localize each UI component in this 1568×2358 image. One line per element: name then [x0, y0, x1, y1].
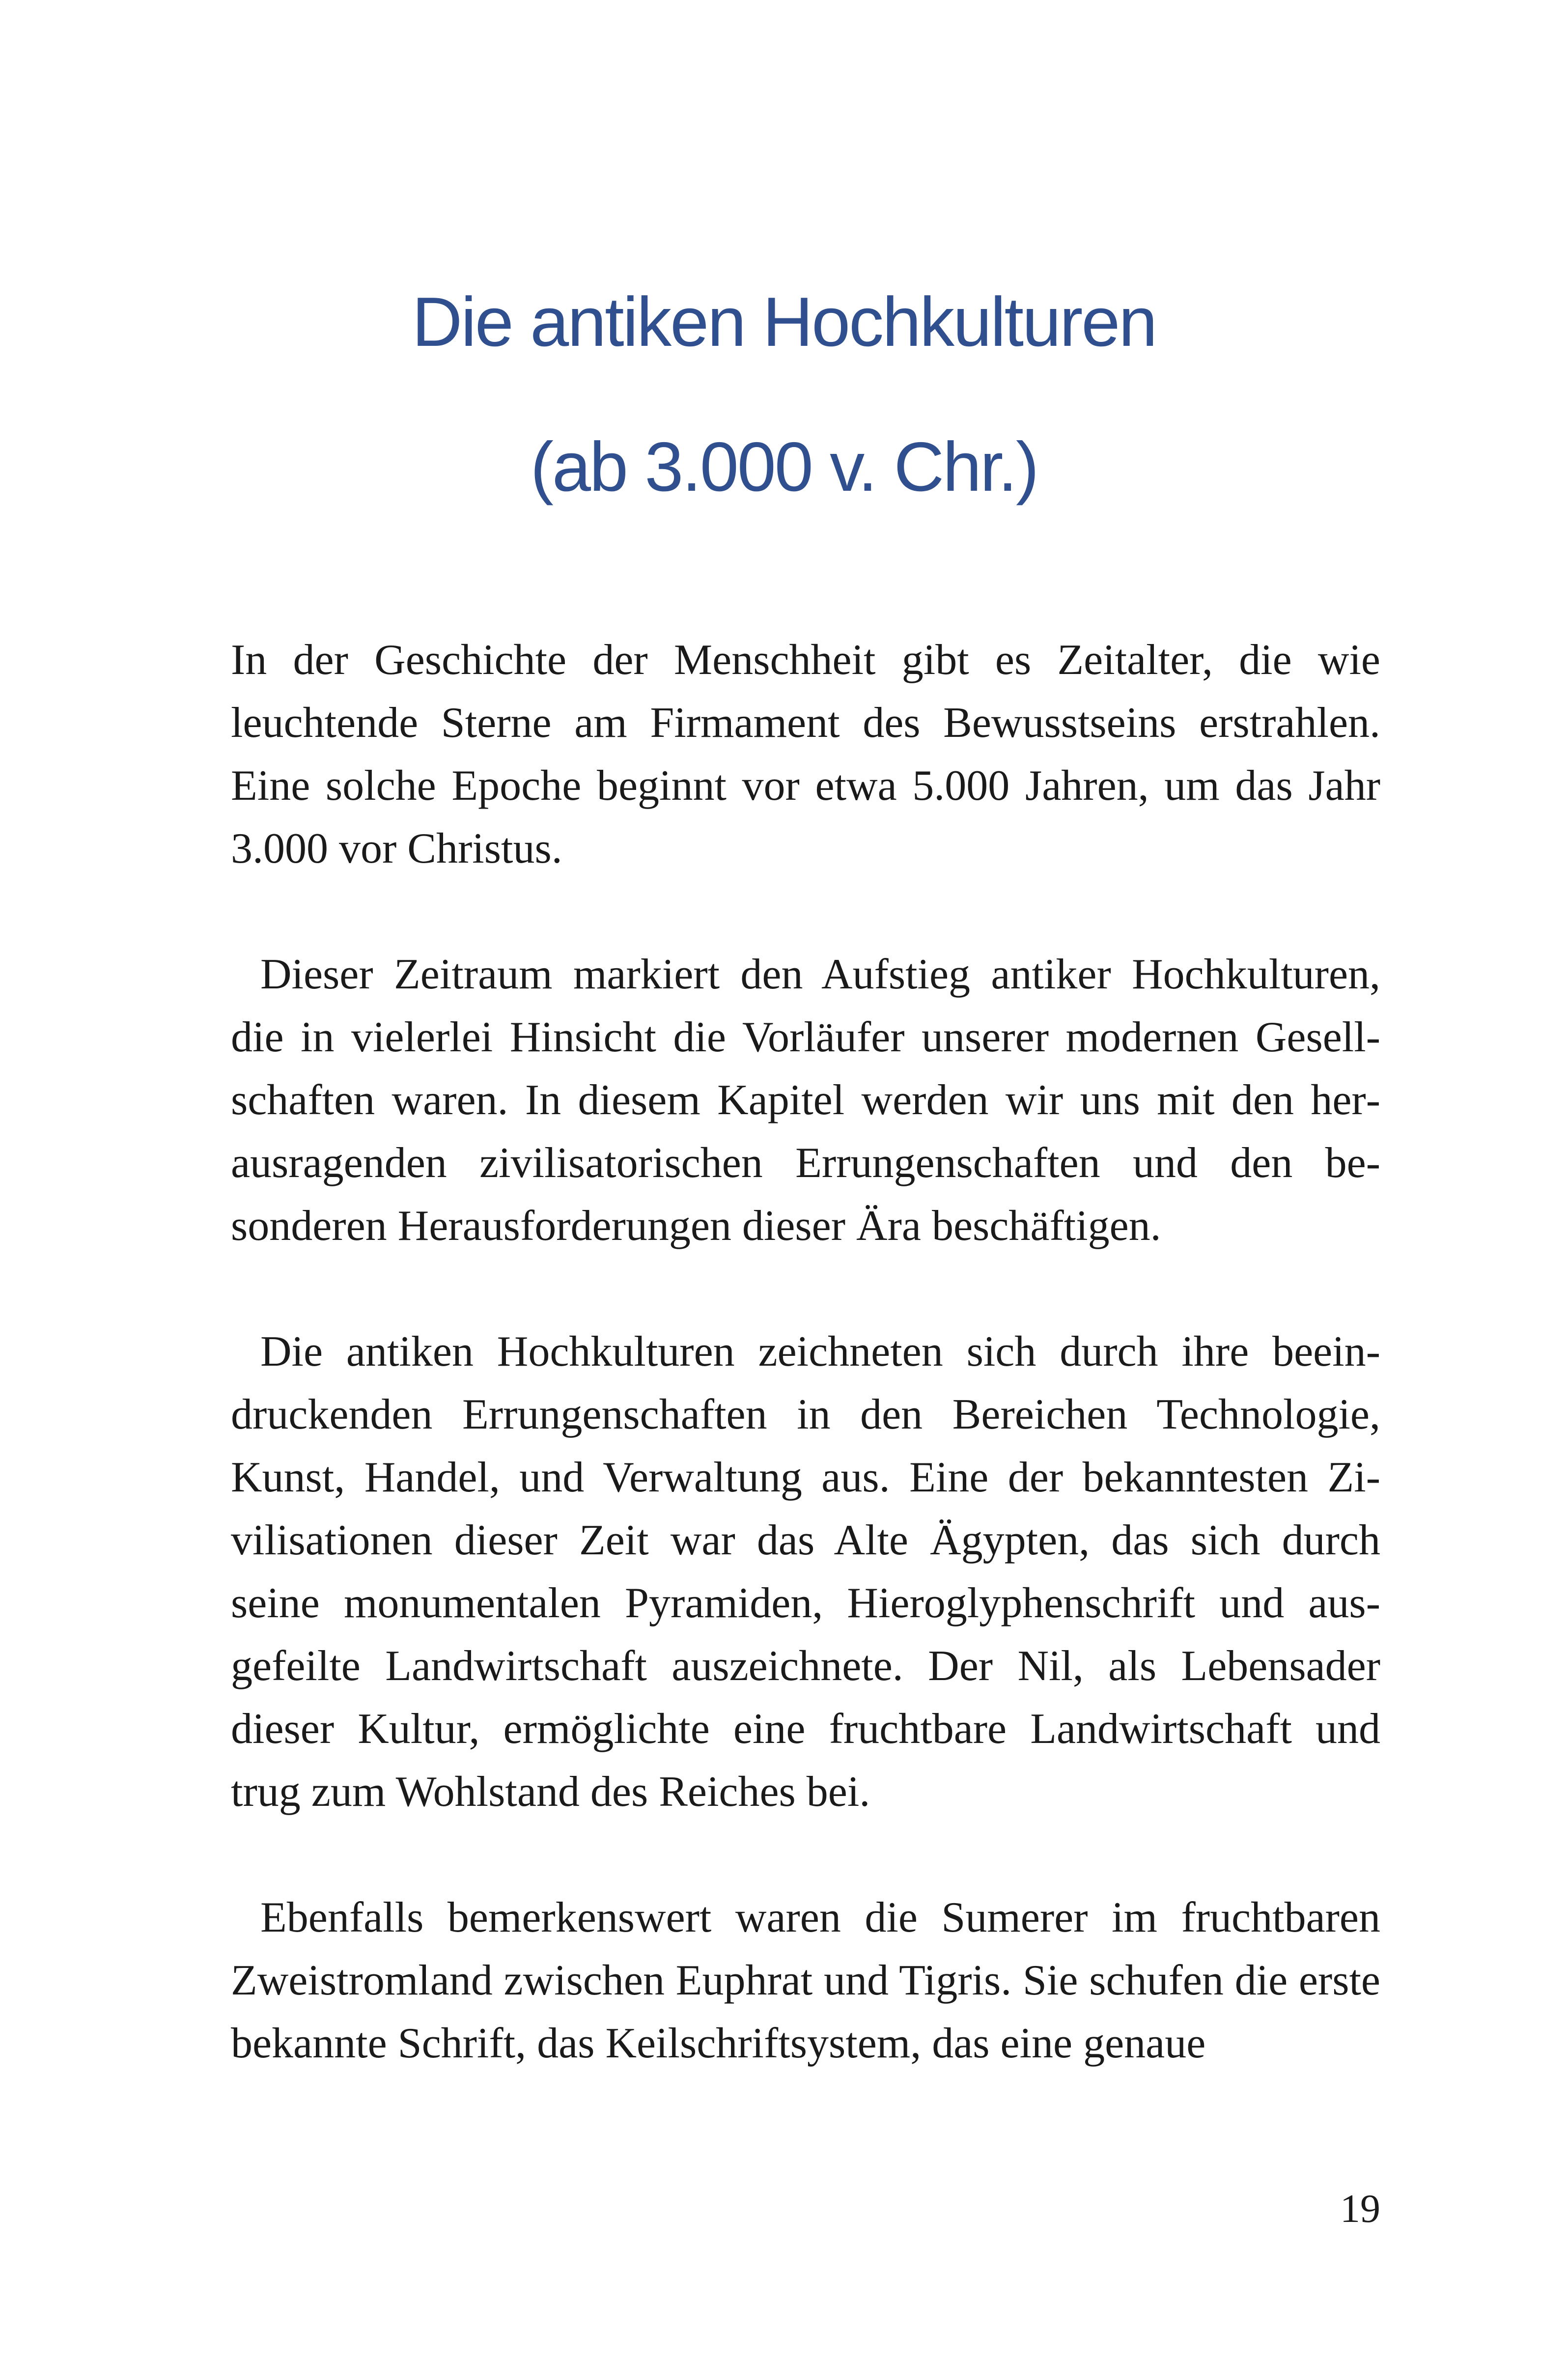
paragraph-1: In der Geschichte der Menschheit gibt es Zeitalter, die wie leuchtende Sterne am Firmament des Bewusstseins erstrahlen. Eine solche Epoche beginnt vor etwa 5.000 Jahren, um das Jahr 3.000 vor Christus.: [231, 636, 1380, 872]
chapter-title-line1: Die antiken Hochkulturen: [412, 283, 1156, 361]
paragraph-4: Ebenfalls bemerkenswert waren die Sumerer im fruchtbaren Zweistromland zwischen Euphrat und Tigris. Sie schufen die erste bekannte Schrift, das Keilschriftsystem, das eine genaue: [231, 1894, 1380, 2067]
body-text: [231, 629, 1380, 2075]
chapter-title-line2: (ab 3.000 v. Chr.): [530, 428, 1038, 506]
paragraph-3: Die antiken Hochkulturen zeichneten sich durch ihre beeindruckenden Errungenschaften in den Bereichen Technologie, Kunst, Handel, und Verwaltung aus. Eine der bekanntesten Zivilisationen dieser Zeit war das Alte Ägypten, das sich durch seine monumentalen Pyramiden, Hieroglyphenschrift und ausgefeilte Landwirtschaft auszeichnete. Der Nil, als Lebensader dieser Kultur, ermöglichte eine fruchtbare Landwirtschaft und trug zum Wohlstand des Reiches bei.: [231, 1328, 1380, 1816]
paragraph-2: Dieser Zeitraum markiert den Aufstieg antiker Hochkulturen, die in vielerlei Hinsicht die Vorläufer unserer modernen Gesellschaften waren. In diesem Kapitel werden wir uns mit den herausragenden zivilisatorischen Errungenschaften und den besonderen Herausforderungen dieser Ära beschäftigen.: [231, 951, 1380, 1250]
page-number: 19: [1340, 2186, 1380, 2231]
